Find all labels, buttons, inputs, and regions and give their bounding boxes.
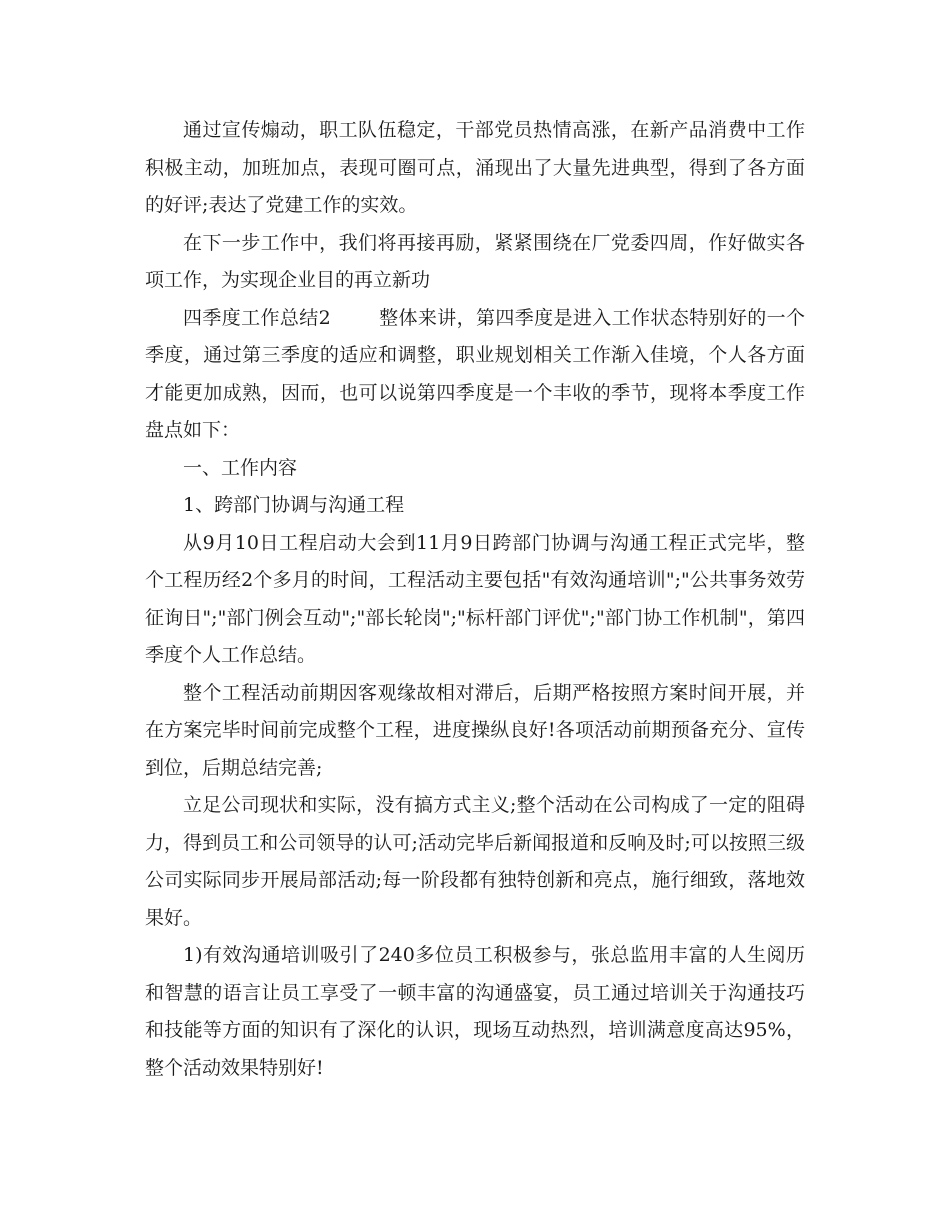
paragraph-1: 通过宣传煽动，职工队伍稳定，干部党员热情高涨，在新产品消费中工作积极主动，加班加点，表现可圈可点，涌现出了大量先进典型，得到了各方面的好评;表达了党建工作的实效。 [145, 119, 805, 216]
paragraph-4: 从9月10日工程启动大会到11月9日跨部门协调与沟通工程正式完毕，整个工程历经2个多月的时间，工程活动主要包括"有效沟通培训";"公共事务效劳征询日";"部门例会互动";"部长轮岗";"标杆部门评优";"部门协工作机制"，第四季度个人工作总结。 [145, 531, 805, 666]
paragraph-7: 1)有效沟通培训吸引了240多位员工积极参与，张总监用丰富的人生阅历和智慧的语言让员工享受了一顿丰富的沟通盛宴，员工通过培训关于沟通技巧和技能等方面的知识有了深化的认识，现场互动热烈，培训满意度高达95%，整个活动效果特别好! [145, 944, 805, 1079]
paragraph-3-text: 整体来讲，第四季度是进入工作状态特别好的一个季度，通过第三季度的适应和调整，职业规划相关工作渐入佳境，个人各方面才能更加成熟，因而，也可以说第四季度是一个丰收的季节，现将本季度工作盘点如下： [145, 306, 805, 441]
document-body [145, 112, 805, 1087]
paragraph-5: 整个工程活动前期因客观缘故相对滞后，后期严格按照方案时间开展，并在方案完毕时间前完成整个工程，进度操纵良好!各项活动前期预备充分、宣传到位，后期总结完善; [145, 681, 805, 779]
section-title: 四季度工作总结2 [183, 306, 331, 329]
heading-work-content: 一、工作内容 [183, 456, 298, 479]
paragraph-2: 在下一步工作中，我们将再接再励，紧紧围绕在厂党委四周，作好做实各项工作，为实现企业目的再立新功 [145, 231, 805, 291]
subheading-cross-department: 1、跨部门协调与沟通工程 [183, 494, 405, 516]
paragraph-3 [145, 300, 805, 450]
paragraph-6: 立足公司现状和实际，没有搞方式主义;整个活动在公司构成了一定的阻碍力，得到员工和公司领导的认可;活动完毕后新闻报道和反响及时;可以按照三级公司实际同步开展局部活动;每一阶段都有独特创新和亮点，施行细致，落地效果好。 [145, 794, 805, 929]
